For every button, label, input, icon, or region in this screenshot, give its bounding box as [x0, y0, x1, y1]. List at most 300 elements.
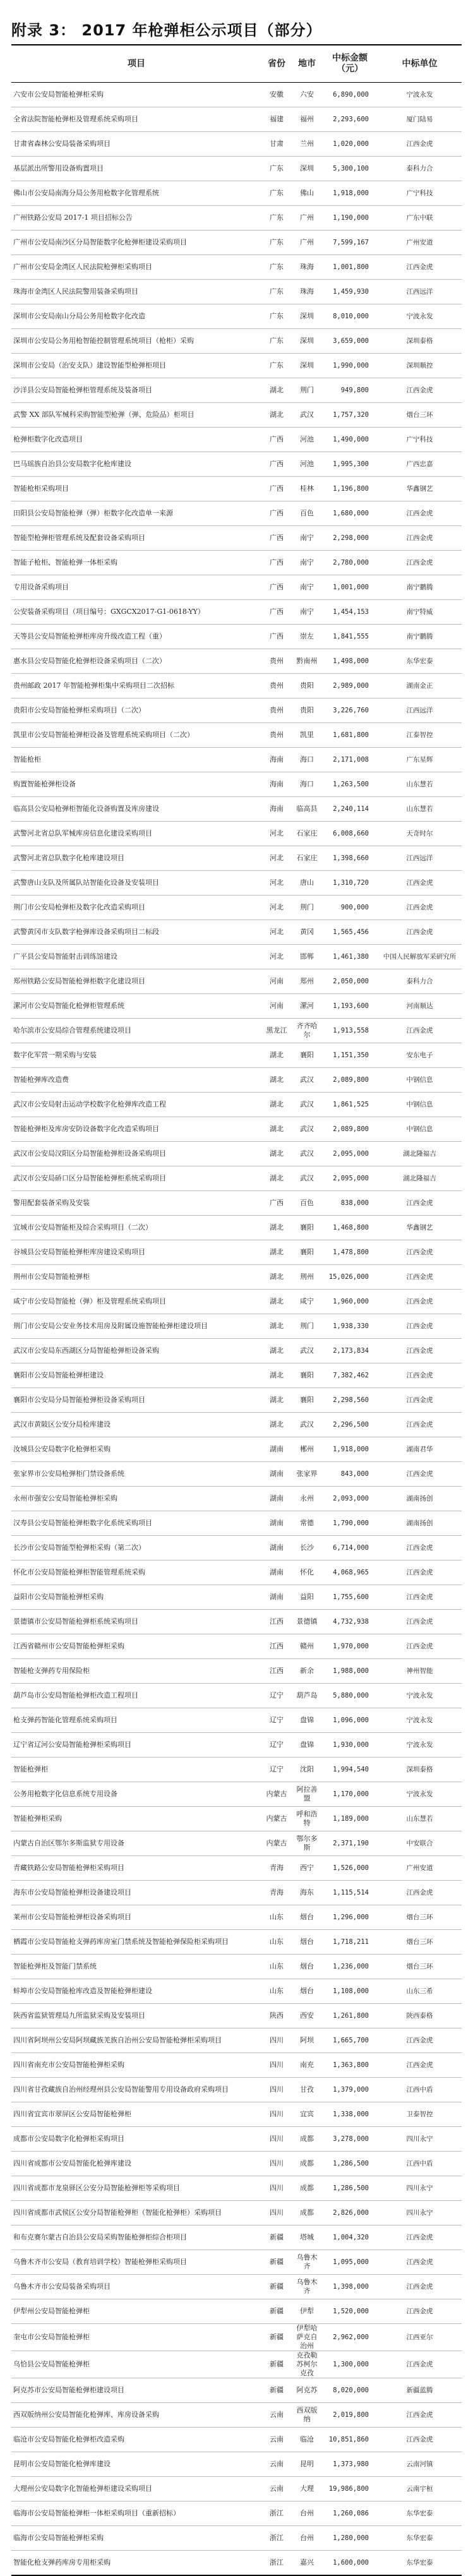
cell-province: 湖北 [261, 1363, 292, 1388]
cell-amount: 2,371,190 [322, 1831, 378, 1856]
cell-unit: 江西金虎 [378, 551, 462, 575]
cell-city: 成都 [292, 2201, 322, 2226]
cell-unit: 中钢信息 [378, 1068, 462, 1093]
cell-unit: 湖南君华 [378, 1437, 462, 1462]
cell-unit: 东华宏泰 [378, 2551, 462, 2576]
cell-province: 湖北 [261, 1166, 292, 1191]
cell-amount: 2,095,000 [322, 1166, 378, 1191]
cell-amount: 1,960,000 [322, 1290, 378, 1314]
cell-province: 内蒙古 [261, 1831, 292, 1856]
cell-province: 广东 [261, 157, 292, 181]
cell-province: 湖北 [261, 1314, 292, 1339]
table-row [11, 772, 462, 797]
table-row [11, 329, 462, 354]
cell-province: 新疆 [261, 2250, 292, 2275]
cell-unit: 江西金虎 [378, 2053, 462, 2078]
cell-province: 河北 [261, 896, 292, 920]
cell-amount: 1,861,525 [322, 1093, 378, 1117]
cell-province: 湖北 [261, 1043, 292, 1068]
cell-city: 郑州 [292, 969, 322, 994]
cell-unit: 江西金虎 [378, 1388, 462, 1413]
table-row [11, 1290, 462, 1314]
cell-project: 贵州邮政 2017 年智能枪弹柜集中采购项目二次招标 [11, 674, 261, 698]
cell-amount: 1,338,000 [322, 2102, 378, 2127]
cell-project: 谷城县公安局智能枪弹柜库房建设采购项目 [11, 1240, 261, 1265]
cell-province: 湖北 [261, 1093, 292, 1117]
cell-amount: 1,994,540 [322, 1758, 378, 1782]
cell-unit: 广宁科技 [378, 428, 462, 452]
cell-unit: 江西金虎 [378, 1314, 462, 1339]
cell-city: 阿拉善盟 [292, 1782, 322, 1807]
cell-unit: 四川永宁 [378, 2127, 462, 2152]
header-unit: 中标单位 [378, 45, 462, 83]
table-row [11, 575, 462, 600]
cell-unit: 烟台三环 [378, 403, 462, 428]
cell-city: 漯河 [292, 994, 322, 1019]
cell-amount: 3,278,000 [322, 2127, 378, 2152]
table-row [11, 1979, 462, 2004]
cell-city: 烟台 [292, 1905, 322, 1930]
table-row [11, 2501, 462, 2526]
cell-city: 武汉 [292, 1413, 322, 1437]
cell-project: 智能化枪支弹药库房专用柜采购 [11, 2551, 261, 2576]
cell-project: 武警唐山支队及所属队站智能化设备及安装项目 [11, 871, 261, 896]
table-row [11, 748, 462, 772]
cell-amount: 5,880,000 [322, 1684, 378, 1708]
cell-city: 桂林 [292, 477, 322, 501]
cell-province: 河北 [261, 920, 292, 945]
table-row [11, 1856, 462, 1881]
cell-project: 临海市公安局智能枪弹柜一体柜采购项目（重新招标） [11, 2501, 261, 2526]
cell-province: 湖北 [261, 1339, 292, 1363]
cell-amount: 1,918,000 [322, 1437, 378, 1462]
cell-project: 大理州公安局数字化智能枪弹柜建设采购项目 [11, 2477, 261, 2501]
cell-unit: 江西金虎 [378, 2403, 462, 2428]
cell-city: 昆明 [292, 2452, 322, 2477]
cell-amount: 1,193,600 [322, 994, 378, 1019]
cell-city: 沈阳 [292, 1758, 322, 1782]
cell-province: 湖北 [261, 1290, 292, 1314]
cell-project: 蚌埠市公安局智能枪库改造及智能枪弹柜建设 [11, 1979, 261, 2004]
cell-province: 四川 [261, 2078, 292, 2102]
cell-amount: 1,300,000 [322, 2351, 378, 2378]
cell-amount: 2,962,000 [322, 2324, 378, 2351]
table-body [11, 83, 462, 2576]
table-row [11, 280, 462, 304]
cell-province: 广东 [261, 181, 292, 206]
cell-project: 内蒙古自治区鄂尔多斯监狱专用设备 [11, 1831, 261, 1856]
cell-project: 巴马瑶族自治县公安局数字化枪库建设 [11, 452, 261, 477]
cell-project: 四川省阿坝州公安局阿坝藏族羌族自治州公安局智能枪弹柜采购项目 [11, 2028, 261, 2053]
table-row [11, 2152, 462, 2176]
cell-project: 郑州铁路公安局智能枪弹柜数字化建设项目 [11, 969, 261, 994]
table-row [11, 1240, 462, 1265]
cell-city: 襄阳 [292, 1240, 322, 1265]
cell-province: 湖北 [261, 1216, 292, 1240]
cell-unit: 宁波永发 [378, 1708, 462, 1733]
cell-unit: 四川永宁 [378, 2201, 462, 2226]
cell-city: 乌鲁木齐 [292, 2275, 322, 2299]
cell-unit: 宁波永发 [378, 304, 462, 329]
cell-unit: 江西金虎 [378, 2226, 462, 2250]
cell-province: 贵州 [261, 698, 292, 723]
cell-unit: 江西金虎 [378, 2351, 462, 2378]
cell-province: 云南 [261, 2428, 292, 2452]
cell-unit: 宁波永发 [378, 83, 462, 107]
cell-city: 六安 [292, 83, 322, 107]
cell-city: 襄阳 [292, 1363, 322, 1388]
cell-unit: 华鑫钢艺 [378, 477, 462, 501]
cell-unit: 江西金虎 [378, 1585, 462, 1610]
cell-amount: 1,461,380 [322, 945, 378, 969]
cell-unit: 宁波永发 [378, 1684, 462, 1708]
cell-province: 湖南 [261, 1561, 292, 1585]
cell-unit: 陕西泰格 [378, 2004, 462, 2028]
cell-unit: 山东慧若 [378, 772, 462, 797]
cell-project: 广州市公安局南沙区分局智能数字化枪弹柜建设采购项目 [11, 231, 261, 255]
cell-city: 襄阳 [292, 1043, 322, 1068]
cell-unit: 江西金虎 [378, 1363, 462, 1388]
cell-project: 数字化军营一期采购与安装 [11, 1043, 261, 1068]
cell-amount: 1,170,000 [322, 1782, 378, 1807]
cell-unit: 江泰智控 [378, 723, 462, 748]
cell-unit: 湖南金正 [378, 674, 462, 698]
cell-unit: 江西金虎 [378, 2299, 462, 2324]
cell-amount: 2,093,000 [322, 1487, 378, 1511]
cell-city: 张家界 [292, 1462, 322, 1487]
cell-amount: 843,000 [322, 1462, 378, 1487]
table-row [11, 107, 462, 132]
cell-unit: 广州安道 [378, 1856, 462, 1881]
table-row [11, 452, 462, 477]
cell-project: 益阳市公安局智能枪弹柜采购 [11, 1585, 261, 1610]
cell-city: 齐齐哈尔 [292, 1019, 322, 1043]
cell-project: 西双版纳州公安局智能化枪弹库、库房设备采购 [11, 2403, 261, 2428]
cell-project: 莱州市公安局智能枪弹柜设备采购项目 [11, 1905, 261, 1930]
cell-city: 临沧 [292, 2428, 322, 2452]
cell-project: 武汉市公安局硚口区分局智能枪弹柜系统采购项目 [11, 1166, 261, 1191]
cell-city: 石家庄 [292, 822, 322, 846]
cell-province: 云南 [261, 2477, 292, 2501]
cell-city: 邯郸 [292, 945, 322, 969]
cell-project: 怀化市公安局智能枪弹柜智能管理系统采购 [11, 1561, 261, 1585]
table-row [11, 354, 462, 378]
cell-amount: 1,478,800 [322, 1240, 378, 1265]
cell-amount: 2,989,000 [322, 674, 378, 698]
cell-city: 深圳 [292, 329, 322, 354]
cell-amount: 1,280,000 [322, 2526, 378, 2551]
cell-amount: 6,008,660 [322, 822, 378, 846]
cell-city: 黔南州 [292, 649, 322, 674]
cell-unit: 神州智能 [378, 1659, 462, 1684]
table-row [11, 649, 462, 674]
cell-city: 海口 [292, 772, 322, 797]
table-row [11, 132, 462, 157]
header-province: 省份 [261, 45, 292, 83]
cell-amount: 1,918,000 [322, 181, 378, 206]
cell-project: 枪支弹药智能化管理系统采购项目 [11, 1708, 261, 1733]
cell-city: 常德 [292, 1511, 322, 1536]
cell-project: 智能枪柜 [11, 748, 261, 772]
cell-city: 襄阳 [292, 1216, 322, 1240]
cell-city: 百色 [292, 1191, 322, 1216]
cell-amount: 4,068,965 [322, 1561, 378, 1585]
table-row [11, 1634, 462, 1659]
cell-amount: 949,800 [322, 378, 378, 403]
cell-amount: 7,382,462 [322, 1363, 378, 1388]
cell-project: 智能枪柜采购项目 [11, 477, 261, 501]
table-row [11, 2275, 462, 2299]
cell-province: 青海 [261, 1856, 292, 1881]
cell-province: 广西 [261, 575, 292, 600]
cell-unit: 湖南扬创 [378, 1511, 462, 1536]
cell-province: 青海 [261, 1881, 292, 1905]
cell-city: 深圳 [292, 354, 322, 378]
cell-city: 武汉 [292, 1142, 322, 1166]
table-row [11, 378, 462, 403]
table-row [11, 797, 462, 822]
cell-amount: 1,468,800 [322, 1216, 378, 1240]
table-row [11, 428, 462, 452]
cell-unit: 四川永宁 [378, 2176, 462, 2201]
cell-city: 塔城 [292, 2226, 322, 2250]
cell-province: 广东 [261, 280, 292, 304]
cell-city: 凯里 [292, 723, 322, 748]
table-row [11, 231, 462, 255]
cell-project: 张家界市公安局枪弹柜门禁设备系统 [11, 1462, 261, 1487]
cell-province: 河南 [261, 969, 292, 994]
cell-project: 武汉市公安局汉阳区分局智能枪弹柜设备采购项目 [11, 1142, 261, 1166]
cell-city: 南宁 [292, 526, 322, 551]
cell-province: 湖南 [261, 1487, 292, 1511]
cell-project: 广州铁路公安局 2017-1 项目招标公告 [11, 206, 261, 231]
cell-project: 武警 XX 部队军械科采购智能型枪弹（弹、危险品）柜项目 [11, 403, 261, 428]
cell-project: 佛山市公安局南海分局公务用枪数字化管理系统 [11, 181, 261, 206]
cell-amount: 1,913,558 [322, 1019, 378, 1043]
table-row [11, 526, 462, 551]
cell-city: 福州 [292, 107, 322, 132]
cell-province: 湖北 [261, 1117, 292, 1142]
cell-city: 广州 [292, 206, 322, 231]
table-row [11, 477, 462, 501]
table-row [11, 1831, 462, 1856]
cell-project: 枪弹柜数字化改造项目 [11, 428, 261, 452]
cell-project: 广州市公安局金湾区人民法院枪弹柜采购项目 [11, 255, 261, 280]
cell-project: 青藏铁路公安局智能枪弹柜采购项目 [11, 1856, 261, 1881]
cell-city: 成都 [292, 2152, 322, 2176]
table-row [11, 2452, 462, 2477]
cell-amount: 2,780,000 [322, 551, 378, 575]
cell-unit: 江西亚尔 [378, 2324, 462, 2351]
table-row [11, 1708, 462, 1733]
cell-city: 贵阳 [292, 674, 322, 698]
cell-project: 武警河北省总队军械库房信息化建设采购项目 [11, 822, 261, 846]
cell-unit: 江西中盾 [378, 2078, 462, 2102]
table-row [11, 1585, 462, 1610]
cell-province: 湖北 [261, 1388, 292, 1413]
cell-project: 公安装备采购项目（项目编号：GXGCX2017-G1-0618-YY） [11, 600, 261, 625]
cell-province: 广西 [261, 1191, 292, 1216]
table-row [11, 2004, 462, 2028]
cell-unit: 江西金虎 [378, 896, 462, 920]
cell-amount: 1,236,000 [322, 1955, 378, 1979]
header-amount: 中标金额（元） [322, 45, 378, 83]
cell-city: 呼和浩特 [292, 1807, 322, 1831]
cell-province: 河北 [261, 846, 292, 871]
table-row [11, 1166, 462, 1191]
cell-city: 荆州 [292, 1265, 322, 1290]
cell-city: 宜宾 [292, 2102, 322, 2127]
cell-project: 临高县公安局枪弹柜智能化设备购置及库房建设 [11, 797, 261, 822]
cell-city: 西安 [292, 2004, 322, 2028]
cell-project: 和布克赛尔蒙古自治县公安局采购智能枪弹柜综合柜项目 [11, 2226, 261, 2250]
table-row [11, 157, 462, 181]
cell-unit: 东华宏泰 [378, 2501, 462, 2526]
cell-province: 广西 [261, 477, 292, 501]
header-city: 地市 [292, 45, 322, 83]
cell-amount: 1,261,800 [322, 2004, 378, 2028]
table-row [11, 871, 462, 896]
cell-project: 武警河北省总队数字化枪库建设项目 [11, 846, 261, 871]
cell-project: 永州市强安公安局智能枪弹柜采购 [11, 1487, 261, 1511]
cell-city: 益阳 [292, 1585, 322, 1610]
cell-amount: 1,995,300 [322, 452, 378, 477]
cell-city: 甘孜 [292, 2078, 322, 2102]
table-row [11, 2053, 462, 2078]
cell-province: 湖北 [261, 1142, 292, 1166]
cell-project: 深圳市公安局南山分局公务用枪数字化改造 [11, 304, 261, 329]
table-row [11, 969, 462, 994]
table-row [11, 698, 462, 723]
cell-unit: 江西金虎 [378, 1191, 462, 1216]
cell-unit: 江西金虎 [378, 1290, 462, 1314]
cell-project: 乌鲁木齐市公安局装备采购项目 [11, 2275, 261, 2299]
cell-amount: 1,454,153 [322, 600, 378, 625]
table-row [11, 2028, 462, 2053]
cell-city: 烟台 [292, 1930, 322, 1955]
cell-province: 四川 [261, 2127, 292, 2152]
cell-project: 荆州市公安局智能枪弹柜 [11, 1265, 261, 1290]
cell-province: 新疆 [261, 2275, 292, 2299]
cell-amount: 1,565,456 [322, 920, 378, 945]
cell-province: 湖北 [261, 1068, 292, 1093]
cell-city: 武汉 [292, 1068, 322, 1093]
table-row [11, 1782, 462, 1807]
cell-unit: 江西金虎 [378, 1240, 462, 1265]
cell-amount: 7,599,167 [322, 231, 378, 255]
table-row [11, 2403, 462, 2428]
cell-unit: 江西远洋 [378, 846, 462, 871]
cell-amount: 1,196,800 [322, 477, 378, 501]
cell-city: 怀化 [292, 1561, 322, 1585]
cell-city: 烟台 [292, 1979, 322, 2004]
cell-city: 珠海 [292, 280, 322, 304]
cell-province: 四川 [261, 2053, 292, 2078]
cell-project: 珠海市金湾区人民法院警用装备采购项目 [11, 280, 261, 304]
cell-unit: 深圳泰格 [378, 329, 462, 354]
cell-unit: 烟台三环 [378, 1930, 462, 1955]
table-row [11, 1462, 462, 1487]
table-row [11, 304, 462, 329]
cell-project: 智能子枪柜、智能枪弹一体柜采购 [11, 551, 261, 575]
table-row [11, 1265, 462, 1290]
cell-province: 河北 [261, 871, 292, 896]
cell-city: 克孜勒苏柯尔克孜 [292, 2351, 322, 2378]
table-row [11, 1142, 462, 1166]
cell-city: 伊犁 [292, 2299, 322, 2324]
cell-unit: 宁波永发 [378, 1782, 462, 1807]
table-row [11, 2176, 462, 2201]
cell-unit: 湖北隆福吉 [378, 1142, 462, 1166]
table-row [11, 1216, 462, 1240]
cell-city: 台州 [292, 2501, 322, 2526]
cell-project: 基层派出所警用设备购置项目 [11, 157, 261, 181]
cell-city: 阿克苏 [292, 2378, 322, 2403]
cell-amount: 1,398,660 [322, 846, 378, 871]
cell-city: 荆门 [292, 896, 322, 920]
cell-city: 乌鲁木齐 [292, 2250, 322, 2275]
cell-province: 甘肃 [261, 132, 292, 157]
table-row [11, 1536, 462, 1561]
cell-amount: 1,841,555 [322, 625, 378, 649]
cell-project: 凯里市公安局智能枪弹柜设备及管理系统采购项目（二次） [11, 723, 261, 748]
table-row [11, 920, 462, 945]
table-row [11, 723, 462, 748]
cell-province: 四川 [261, 2176, 292, 2201]
table-row [11, 2378, 462, 2403]
cell-project: 深圳市公安局公务用枪智能控制管理系统项目（枪柜）采购 [11, 329, 261, 354]
table-row [11, 1068, 462, 1093]
cell-city: 深圳 [292, 157, 322, 181]
table-row [11, 1610, 462, 1634]
cell-province: 湖南 [261, 1462, 292, 1487]
cell-city: 武汉 [292, 1093, 322, 1117]
cell-city: 台州 [292, 2526, 322, 2551]
table-row [11, 2201, 462, 2226]
cell-city: 南宁 [292, 551, 322, 575]
cell-project: 警用配套装备采购及安装 [11, 1191, 261, 1216]
table-row [11, 1191, 462, 1216]
cell-province: 辽宁 [261, 1758, 292, 1782]
cell-project: 咸宁市公安局智能枪（弹）柜及管理系统采购项目 [11, 1290, 261, 1314]
cell-project: 伊犁州公安局智能枪弹柜 [11, 2299, 261, 2324]
cell-province: 湖南 [261, 1437, 292, 1462]
cell-amount: 6,890,000 [322, 83, 378, 107]
table-row [11, 2526, 462, 2551]
cell-project: 武汉市黄陂区公安分局检库建设 [11, 1413, 261, 1437]
cell-city: 南宁 [292, 575, 322, 600]
cell-amount: 2,089,800 [322, 1068, 378, 1093]
cell-amount: 1,526,000 [322, 1856, 378, 1881]
cell-amount: 3,226,760 [322, 698, 378, 723]
cell-unit: 广东星辉 [378, 748, 462, 772]
cell-amount: 1,990,000 [322, 354, 378, 378]
cell-city: 黄冈 [292, 920, 322, 945]
cell-project: 智能枪弹柜采购 [11, 1807, 261, 1831]
cell-project: 宜城市公安局智能柜及综合采购项目（二次） [11, 1216, 261, 1240]
cell-amount: 1,790,000 [322, 1511, 378, 1536]
cell-city: 新余 [292, 1659, 322, 1684]
cell-project: 汉寿县公安局智能枪弹柜数字化系统采购项目 [11, 1511, 261, 1536]
cell-amount: 2,089,800 [322, 1117, 378, 1142]
table-row [11, 2551, 462, 2576]
cell-amount: 5,300,100 [322, 157, 378, 181]
cell-province: 广西 [261, 526, 292, 551]
cell-province: 河南 [261, 994, 292, 1019]
cell-unit: 中钢信息 [378, 1117, 462, 1142]
table-row [11, 501, 462, 526]
cell-province: 新疆 [261, 2351, 292, 2378]
